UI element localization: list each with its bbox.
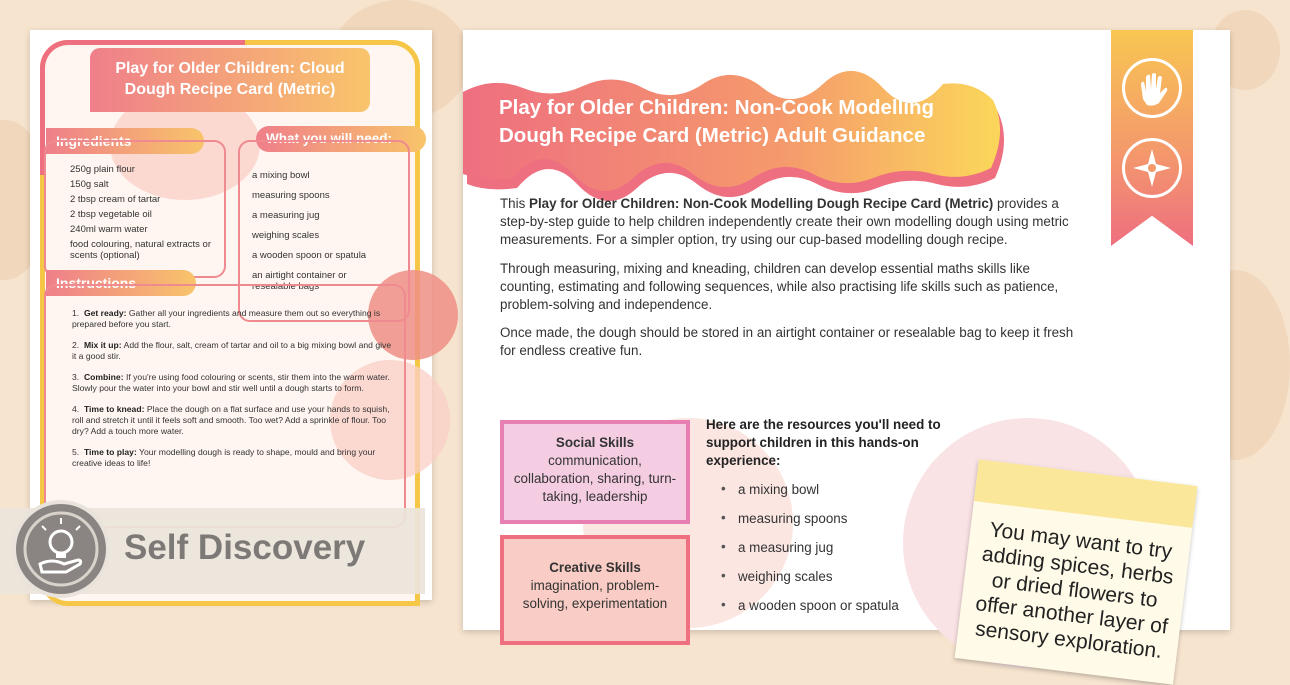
lightbulb-hand-icon: [12, 500, 110, 598]
resources-list: [721, 482, 899, 627]
instructions-list: [72, 308, 392, 479]
skill-text: communication, collaboration, sharing, turn-taking, leadership: [513, 453, 677, 504]
equipment-item: a wooden spoon or spatula: [252, 250, 367, 261]
equipment-heading: What you will need:: [256, 126, 426, 152]
equipment-item: a measuring jug: [252, 210, 320, 221]
sticky-note-text: You may want to try adding spices, herbs or dried flowers to offer another layer of sensory exploration.: [973, 518, 1175, 663]
intro-paragraph: This Play for Older Children: Non-Cook Modelling Dough Recipe Card (Metric) provides a step-by-step guide to help children independently create their own modelling dough using metric measurements. For a simpler option, try using our cup-based modelling dough recipe.: [500, 196, 1069, 247]
equipment-item: an airtight container or resealable bags: [252, 270, 347, 292]
guidance-page: [463, 30, 1230, 663]
title-banner: [463, 70, 1003, 190]
social-skills-box: [500, 420, 690, 524]
compass-icon: [1122, 138, 1182, 198]
resource-item: • weighing scales: [721, 569, 899, 598]
ingredient-item: food colouring, natural extracts or scents (optional): [70, 239, 211, 261]
ingredient-item: 2 tbsp cream of tartar: [70, 194, 161, 205]
equipment-list: [252, 170, 392, 296]
resource-item: • a mixing bowl: [721, 482, 899, 511]
self-discovery-label: Self Discovery: [124, 528, 366, 567]
instruction-step: 3. Combine: If you're using food colouring or scents, stir them into the warm water. Slowly pour the water into your bowl and stir well until a dough starts to form.: [72, 372, 390, 393]
hand-print-icon: [1122, 58, 1182, 118]
resource-item: • a measuring jug: [721, 540, 899, 569]
ingredient-item: 2 tbsp vegetable oil: [70, 209, 152, 220]
resources-heading: Here are the resources you'll need to support children in this hands-on experience:: [706, 417, 941, 468]
page-title: Play for Older Children: Non-Cook Modelling Dough Recipe Card (Metric) Adult Guidance: [499, 96, 935, 147]
sticky-note: [955, 459, 1198, 684]
ingredient-item: 250g plain flour: [70, 164, 135, 175]
ingredient-item: 150g salt: [70, 179, 109, 190]
storage-paragraph: Once made, the dough should be stored in an airtight container or resealable bag to keep it fresh for endless creative fun.: [500, 325, 1074, 358]
equipment-item: a mixing bowl: [252, 170, 310, 181]
skill-title: Social Skills: [555, 435, 635, 450]
instruction-step: 5. Time to play: Your modelling dough is ready to shape, mould and bring your creative ideas to life!: [72, 447, 376, 468]
resource-item: • a wooden spoon or spatula: [721, 598, 899, 627]
card-title: Play for Older Children: Cloud Dough Recipe Card (Metric): [90, 48, 370, 112]
skills-paragraph: Through measuring, mixing and kneading, children can develop essential maths skills like counting, estimating and following sequences, while also practising life skills such as patience, problem-solving and independence.: [500, 261, 1059, 312]
instruction-step: 2. Mix it up: Add the flour, salt, cream of tartar and oil to a big mixing bowl and give it a good stir.: [72, 340, 392, 361]
instruction-step: 4. Time to knead: Place the dough on a flat surface and use your hands to squish, roll and stretch it until it feels soft and smooth. Too wet? Add a sprinkle of flour. Too dry? Add a touch more water.: [72, 404, 390, 436]
instruction-step: 1. Get ready: Gather all your ingredients and measure them out so everything is prepared before you start.: [72, 308, 381, 329]
resource-item: • measuring spoons: [721, 511, 899, 540]
creative-skills-box: [500, 535, 690, 645]
equipment-item: weighing scales: [252, 230, 320, 241]
ingredients-list: [70, 164, 220, 265]
instructions-heading: Instructions: [46, 270, 196, 296]
ingredient-item: 240ml warm water: [70, 224, 148, 235]
skill-text: imagination, problem-solving, experimentation: [522, 578, 668, 611]
equipment-item: measuring spoons: [252, 190, 330, 201]
ingredients-heading: Ingredients: [46, 128, 204, 154]
skill-title: Creative Skills: [549, 560, 641, 575]
